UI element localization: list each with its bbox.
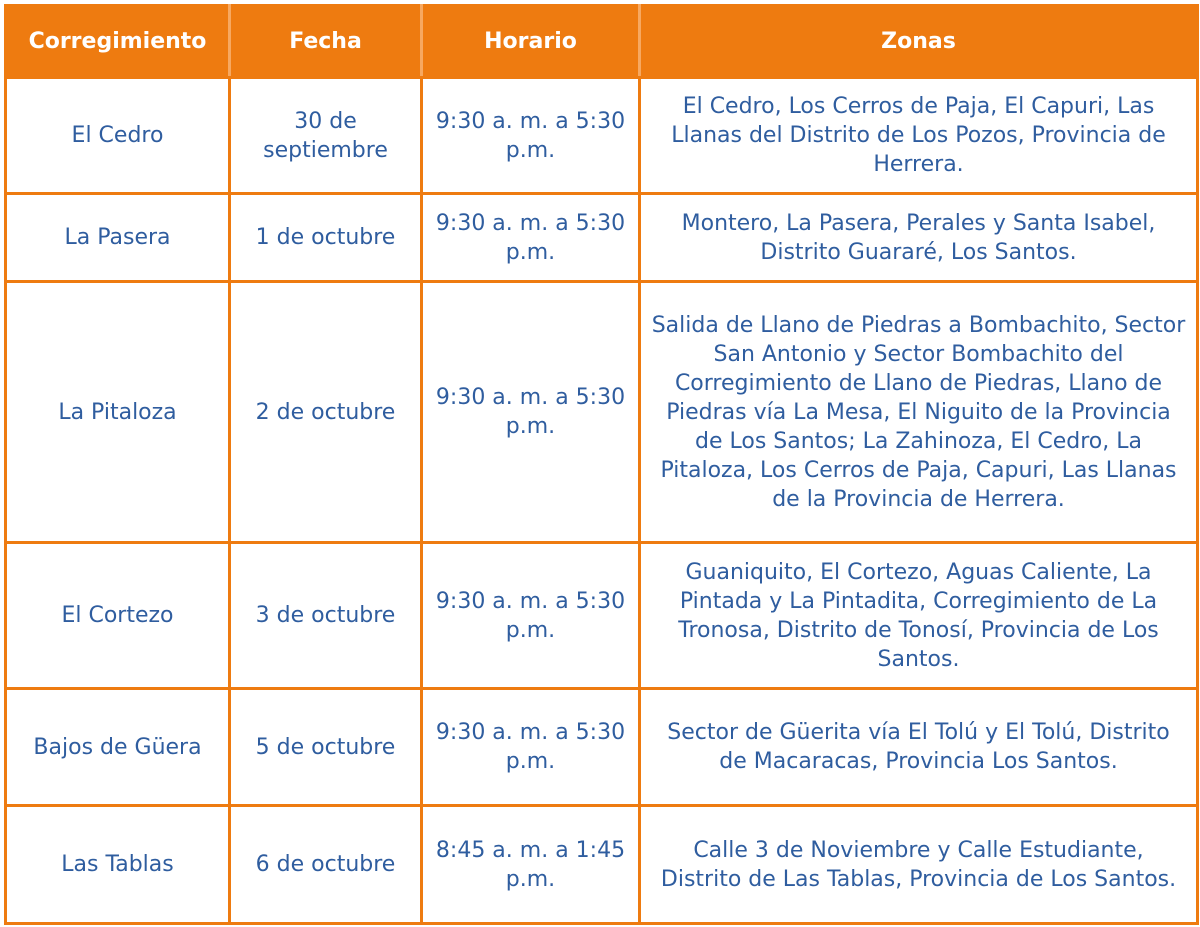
cell-fecha: 6 de octubre bbox=[230, 806, 422, 924]
table-row bbox=[6, 806, 1198, 924]
cell-horario: 9:30 a. m. a 5:30 p.m. bbox=[422, 543, 640, 689]
header-horario: Horario bbox=[422, 6, 640, 78]
header-row bbox=[6, 6, 1198, 78]
table-row bbox=[6, 543, 1198, 689]
table-row bbox=[6, 78, 1198, 194]
cell-fecha: 5 de octubre bbox=[230, 689, 422, 806]
cell-fecha: 30 de septiembre bbox=[230, 78, 422, 194]
header-fecha: Fecha bbox=[230, 6, 422, 78]
cell-corregimiento: Bajos de Güera bbox=[6, 689, 230, 806]
cell-horario: 9:30 a. m. a 5:30 p.m. bbox=[422, 282, 640, 543]
cell-corregimiento: La Pitaloza bbox=[6, 282, 230, 543]
table-row bbox=[6, 689, 1198, 806]
cell-zonas: Montero, La Pasera, Perales y Santa Isabel, Distrito Guararé, Los Santos. bbox=[640, 194, 1198, 282]
header-corregimiento: Corregimiento bbox=[6, 6, 230, 78]
cell-horario: 9:30 a. m. a 5:30 p.m. bbox=[422, 194, 640, 282]
cell-corregimiento: Las Tablas bbox=[6, 806, 230, 924]
cell-zonas: El Cedro, Los Cerros de Paja, El Capuri, Las Llanas del Distrito de Los Pozos, Provincia de Herrera. bbox=[640, 78, 1198, 194]
cell-zonas: Guaniquito, El Cortezo, Aguas Caliente, La Pintada y La Pintadita, Corregimiento de La Tronosa, Distrito de Tonosí, Provincia de Los Santos. bbox=[640, 543, 1198, 689]
cell-horario: 8:45 a. m. a 1:45 p.m. bbox=[422, 806, 640, 924]
header-zonas: Zonas bbox=[640, 6, 1198, 78]
cell-zonas: Sector de Güerita vía El Tolú y El Tolú, Distrito de Macaracas, Provincia Los Santos. bbox=[640, 689, 1198, 806]
cell-fecha: 2 de octubre bbox=[230, 282, 422, 543]
table-row bbox=[6, 282, 1198, 543]
cell-zonas: Salida de Llano de Piedras a Bombachito, Sector San Antonio y Sector Bombachito del Corregimiento de Llano de Piedras, Llano de Piedras vía La Mesa, El Niguito de la Provincia de Los Santos; La Zahinoza, El Cedro, La Pitaloza, Los Cerros de Paja, Capuri, Las Llanas de la Provincia de Herrera. bbox=[640, 282, 1198, 543]
cell-fecha: 3 de octubre bbox=[230, 543, 422, 689]
cell-horario: 9:30 a. m. a 5:30 p.m. bbox=[422, 78, 640, 194]
cell-fecha: 1 de octubre bbox=[230, 194, 422, 282]
cell-corregimiento: La Pasera bbox=[6, 194, 230, 282]
cell-zonas: Calle 3 de Noviembre y Calle Estudiante, Distrito de Las Tablas, Provincia de Los Santos. bbox=[640, 806, 1198, 924]
cell-horario: 9:30 a. m. a 5:30 p.m. bbox=[422, 689, 640, 806]
table-row bbox=[6, 194, 1198, 282]
cell-corregimiento: El Cortezo bbox=[6, 543, 230, 689]
cell-corregimiento: El Cedro bbox=[6, 78, 230, 194]
schedule-table bbox=[4, 4, 1199, 925]
